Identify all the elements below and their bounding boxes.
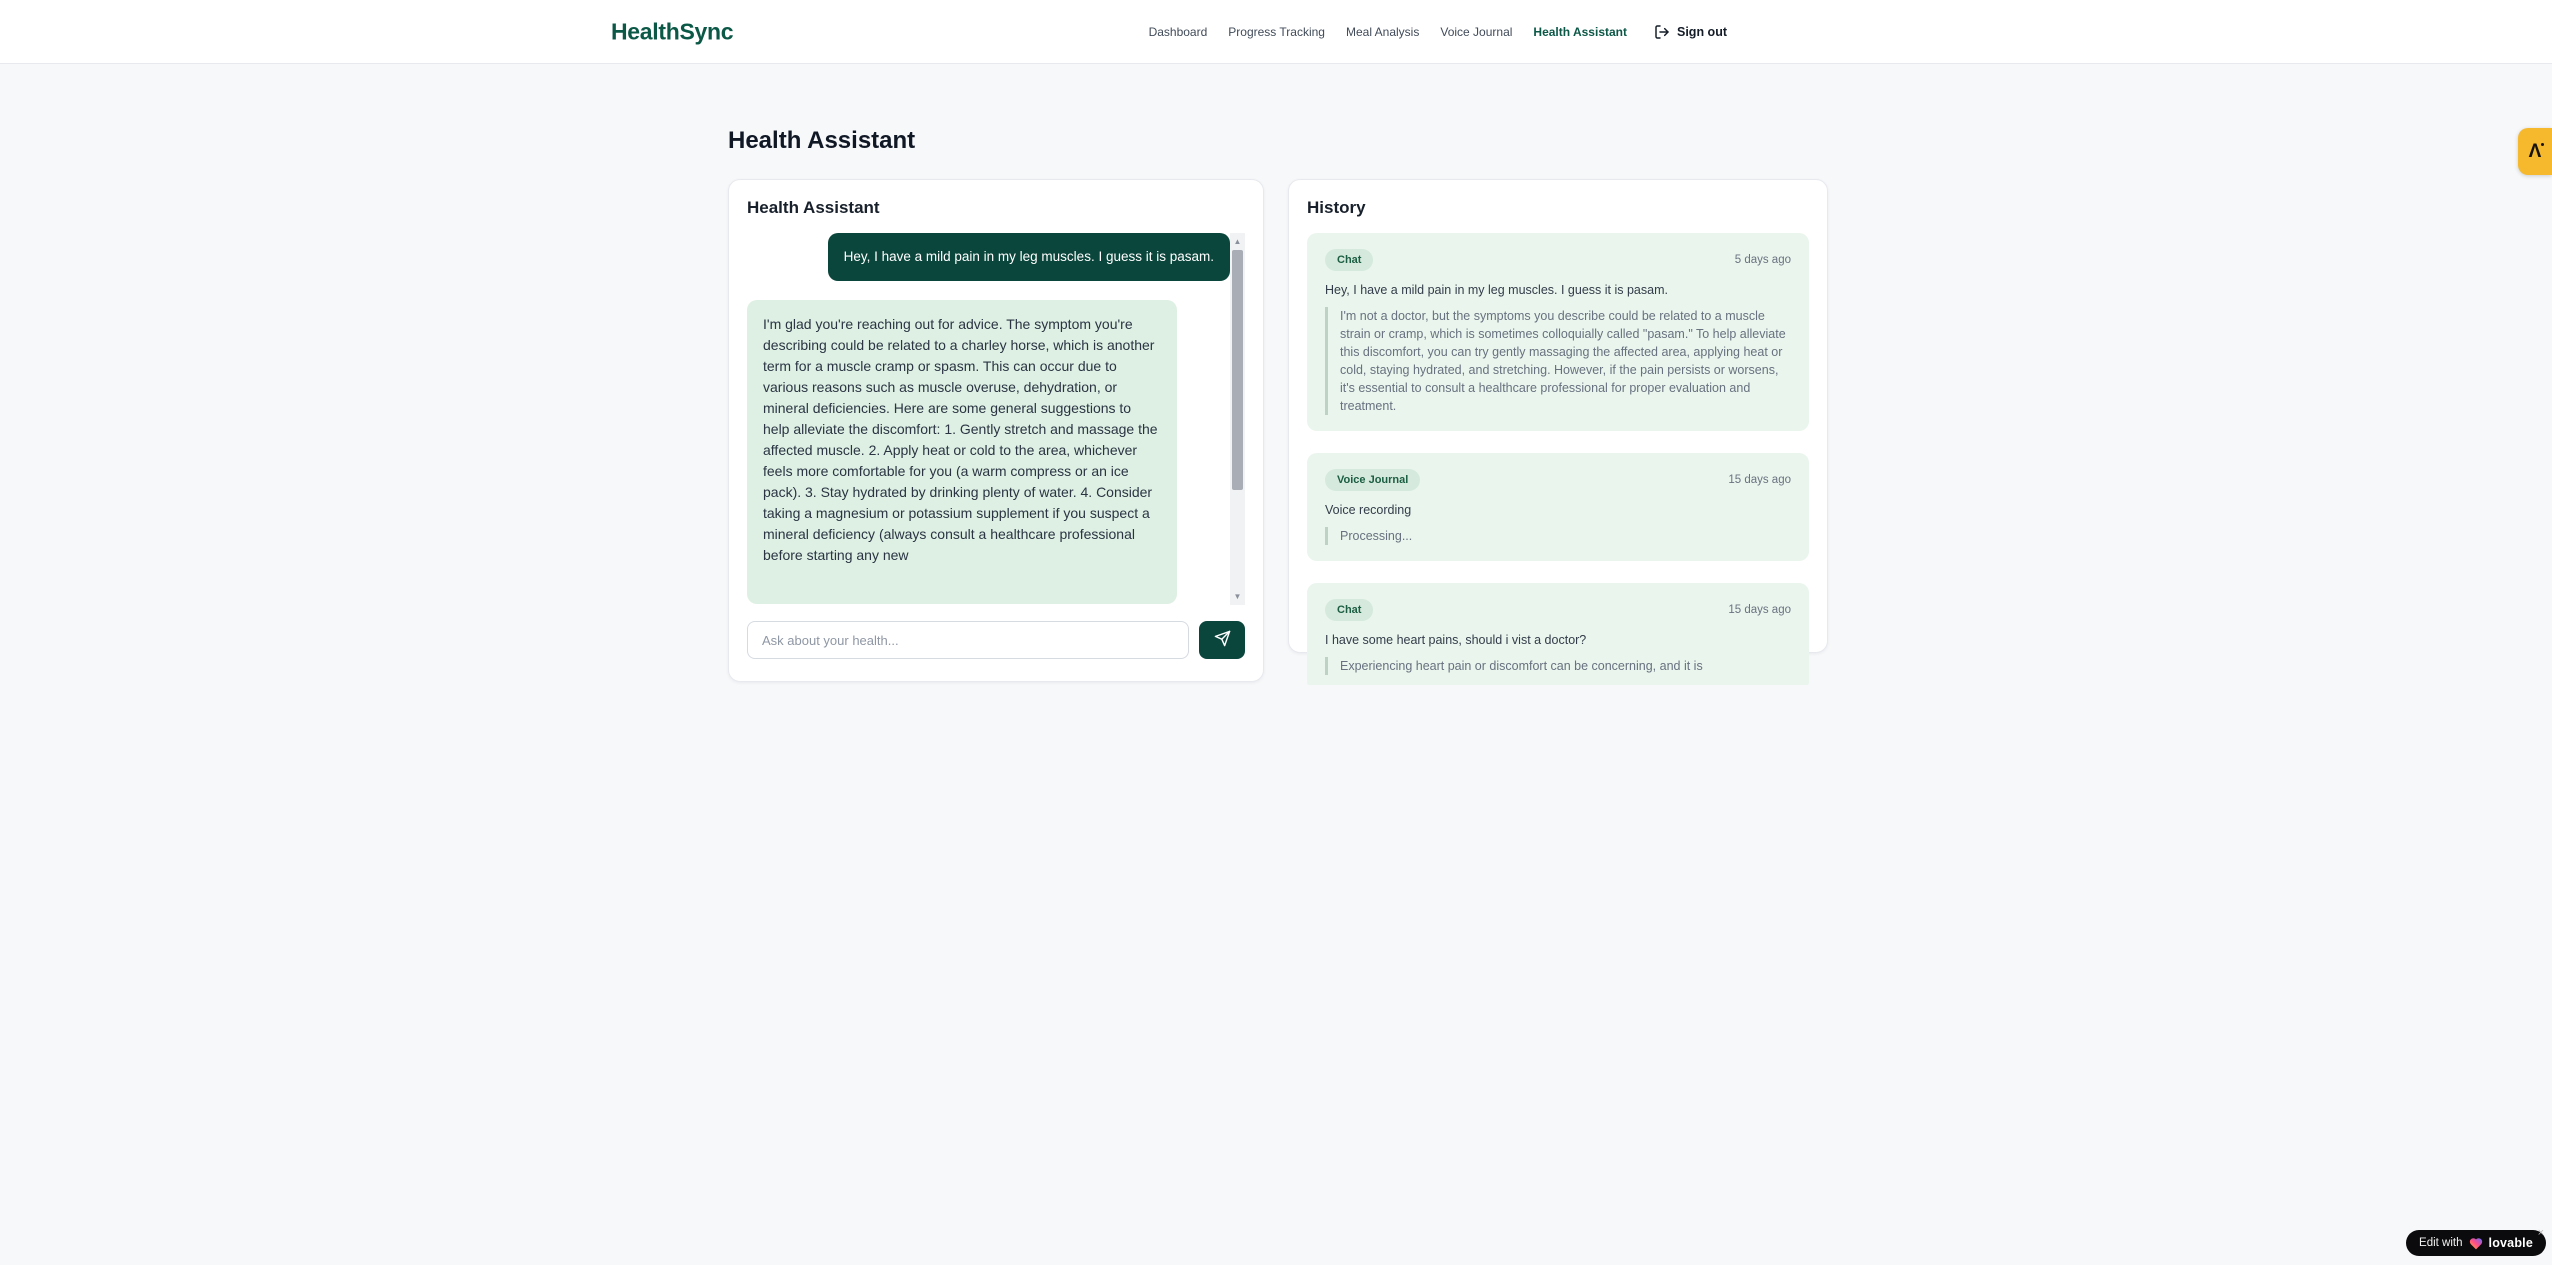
- history-item: [1307, 233, 1809, 431]
- scrollbar-thumb[interactable]: [1232, 250, 1243, 490]
- send-icon: [1214, 630, 1231, 650]
- history-list: [1307, 233, 1809, 685]
- brand-logo[interactable]: HealthSync: [611, 18, 734, 44]
- history-message: Voice recording: [1325, 503, 1412, 517]
- lovable-brand-label: lovable: [2488, 1236, 2533, 1250]
- extension-icon: Λ: [2528, 141, 2542, 162]
- nav-item-voice-journal[interactable]: Voice Journal: [1440, 25, 1513, 39]
- page-title: Health Assistant: [728, 127, 916, 154]
- history-response-quote: Processing...: [1325, 527, 1791, 545]
- heart-icon: [2469, 1237, 2483, 1250]
- sign-out-button[interactable]: [1654, 24, 1727, 40]
- close-icon[interactable]: ×: [2537, 1227, 2544, 1239]
- nav-item-progress-tracking[interactable]: Progress Tracking: [1228, 25, 1325, 39]
- main-nav: [1149, 0, 1727, 64]
- user-message-bubble: Hey, I have a mild pain in my leg muscles. I guess it is pasam.: [828, 233, 1230, 281]
- app-header: [0, 0, 2552, 64]
- history-type-badge: Voice Journal: [1325, 469, 1420, 491]
- history-card-title: History: [1307, 198, 1366, 217]
- scroll-down-icon[interactable]: ▼: [1233, 592, 1242, 601]
- sign-out-label: Sign out: [1677, 25, 1727, 39]
- history-timestamp: 5 days ago: [1734, 254, 1791, 266]
- history-card: [1288, 179, 1828, 673]
- history-message: Hey, I have a mild pain in my leg muscles. I guess it is pasam.: [1325, 283, 1668, 297]
- chat-scrollbar[interactable]: [1230, 233, 1245, 605]
- history-timestamp: 15 days ago: [1728, 604, 1791, 616]
- main-content: [728, 126, 1828, 682]
- nav-item-health-assistant[interactable]: Health Assistant: [1533, 25, 1627, 39]
- history-type-badge: Chat: [1325, 249, 1373, 271]
- scroll-up-icon[interactable]: ▲: [1233, 237, 1242, 246]
- chat-card-title: Health Assistant: [747, 198, 880, 217]
- chat-message-list: [747, 233, 1245, 605]
- history-timestamp: 15 days ago: [1728, 474, 1791, 486]
- nav-item-dashboard[interactable]: Dashboard: [1148, 25, 1208, 39]
- history-item: [1307, 583, 1809, 685]
- chat-input[interactable]: [747, 621, 1189, 659]
- history-message: I have some heart pains, should i vist a doctor?: [1325, 633, 1587, 647]
- history-type-badge: Chat: [1325, 599, 1373, 621]
- assistant-message-bubble: I'm glad you're reaching out for advice. The symptom you're describing could be related to a charley horse, which is another term for a muscle cramp or spasm. This can occur due to various reasons such as muscle overuse, dehydration, or mineral deficiencies. Here are some general suggestions to help alleviate the discomfort: 1. Gently stretch and massage the affected muscle. 2. Apply heat or cold to the area, whichever feels more comfortable for you (a warm compress or an ice pack). 3. Stay hydrated by drinking plenty of water. 4. Consider taking a magnesium or potassium supplement if you suspect a mineral deficiency (always consult a healthcare professional before starting any new: [747, 300, 1177, 604]
- history-item: [1307, 453, 1809, 561]
- chat-input-row: [747, 621, 1245, 659]
- history-response-quote: Experiencing heart pain or discomfort can be concerning, and it is: [1325, 657, 1791, 675]
- lovable-badge[interactable]: [2406, 1227, 2546, 1256]
- history-response-quote: I'm not a doctor, but the symptoms you describe could be related to a muscle strain or cramp, which is sometimes colloquially called "pasam." To help alleviate this discomfort, you can try gently massaging the affected area, applying heat or cold, staying hydrated, and stretching. However, if the pain persists or worsens, it's essential to consult a healthcare professional for proper evaluation and treatment.: [1325, 307, 1791, 415]
- extension-badge[interactable]: [2518, 128, 2552, 175]
- send-button[interactable]: [1199, 621, 1245, 659]
- logout-icon: [1654, 24, 1670, 40]
- nav-item-meal-analysis[interactable]: Meal Analysis: [1345, 25, 1420, 39]
- lovable-prefix-label: Edit with: [2419, 1237, 2463, 1249]
- chat-card: [728, 179, 1264, 682]
